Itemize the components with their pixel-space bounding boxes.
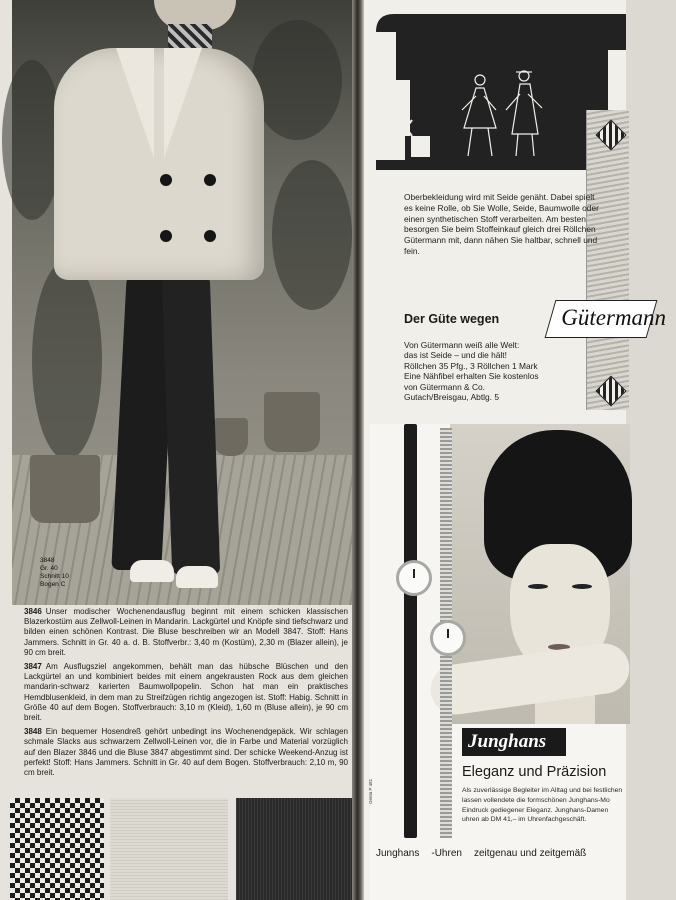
figure-size: Gr. 40 [40, 565, 58, 572]
wristwatch-bracelet-icon [430, 620, 466, 656]
body-line: lassen vollendete die formschönen Junghans-Mo [462, 796, 610, 804]
footer-line: Gutach/Breisgau, Abtlg. 5 [404, 392, 499, 403]
footer-line: Eine Nähfibel erhalten Sie kostenlos [404, 371, 539, 382]
article-paragraph [24, 727, 348, 778]
figure-number: 3848 [40, 557, 55, 564]
guetermann-logo-text: Gütermann [561, 305, 667, 330]
body-line: uhren ab DM 41,– im Uhrenfachgeschäft. [462, 816, 587, 824]
tagline-brand: Junghans [376, 848, 420, 859]
junghans-ad [370, 424, 626, 900]
model-number: 3848 [24, 727, 42, 737]
article-paragraph [24, 607, 348, 658]
fabric-swatches [10, 798, 352, 900]
junghans-body [462, 786, 662, 825]
ad-code: Genta P 481 [368, 778, 373, 804]
model-number: 3847 [24, 662, 42, 672]
junghans-tagline [376, 848, 598, 859]
guetermann-ad [364, 0, 667, 418]
article-paragraph [24, 662, 348, 723]
footer-line: von Gütermann & Co. [404, 381, 485, 392]
dark-linen-swatch [236, 798, 352, 900]
article-text [24, 607, 348, 782]
body-line: Als zuverlässige Begleiter im Alltag und bei festlichen [462, 787, 623, 794]
page-gutter [352, 0, 364, 900]
junghans-logo [462, 728, 566, 756]
houndstooth-swatch [10, 798, 104, 900]
junghans-headline: Eleganz und Präzision [462, 764, 607, 780]
guetermann-logo [545, 300, 667, 338]
guetermann-body-text: Oberbekleidung wird mit Seide genäht. Dabei spielt es keine Rolle, ob Sie Wolle, Seide, Baumwolle oder einen synthetischen Stoff verarbeiten. Am besten besorgen Sie beim Stoffeinkauf gleich drei Röllchen Gütermann mit, dann nähen Sie haltbar, schnell und fein. [404, 192, 599, 256]
footer-line: das ist Seide – und die hält! [404, 350, 507, 361]
figure-sheet: Bogen C [40, 581, 66, 588]
tagline-rest: -Uhren [431, 848, 462, 859]
wristwatch-leather-icon [396, 560, 432, 596]
guetermann-slogan: Der Güte wegen [404, 312, 500, 326]
fashion-photo [12, 0, 352, 605]
junghans-logo-text: Junghans [468, 731, 547, 752]
linen-swatch [110, 798, 228, 900]
footer-line: Röllchen 35 Pfg., 3 Röllchen 1 Mark [404, 360, 538, 371]
watch-strap [404, 592, 417, 838]
model-description: Am Ausflugsziel angekommen, behält man das hübsche Blüschen und den Lackgürtel an und kombiniert beides mit einem angekrausten Rock aus dem gleichen mandarin-schwarz karierten Baumwollpopelin. Schon hat man ein praktisches Hemdblusenkleid, in dem man zu Streifzügen richtig angezogen ist. Stoff: Habig. Schnitt in Größe 40 auf dem Bogen. Stoffverbrauch: 3,10 m (Kleid), 1,60 m (Bluse allein), je 90 cm breit. [24, 662, 348, 723]
figure-caption [40, 557, 76, 589]
model-description: Ein bequemer Hosendreß gehört unbedingt ins Wochenendgepäck. Wir schlagen schmale Slacks aus schwarzem Zellwoll-Leinen vor, die in Farbe und Material vorzüglich auf den Blazer 3846 und die Bluse 3847 abgestimmt sind. Der schicke Weekend-Anzug ist perfekt! Stoff: Hans Jammers. Schnitt in Gr. 40 auf dem Bogen. Stoffverbrauch: 2,10 m, 90 cm breit. [24, 727, 348, 778]
right-page [364, 0, 667, 900]
footer-line: Von Gütermann weiß alle Welt: [404, 340, 520, 350]
figure-pattern: Schnitt 10 [40, 573, 69, 580]
guetermann-footer [404, 340, 604, 402]
model-number: 3846 [24, 607, 42, 616]
watch-strap [404, 424, 417, 574]
body-line: Eindruck gediegener Eleganz. Junghans-Damen [462, 806, 609, 814]
model-description: Unser modischer Wochenendausflug beginnt mit einem schicken klassischen Blazerkostüm aus Zellwoll-Leinen in Mandarin. Lackgürtel und Knöpfe sind tiefschwarz und bilden einen schönen Kontrast. Die Bluse beschreiben wir an Modell 3847. Stoff: Hans Jammers. Schnitt in Gr. 40 a. d. B. Stoffverbr.: 3,40 m (Kostüm), 2,30 m (Blazer allein), je 90 cm breit. [24, 607, 348, 657]
tagline-claim: zeitgenau und zeitgemäß [473, 848, 587, 859]
